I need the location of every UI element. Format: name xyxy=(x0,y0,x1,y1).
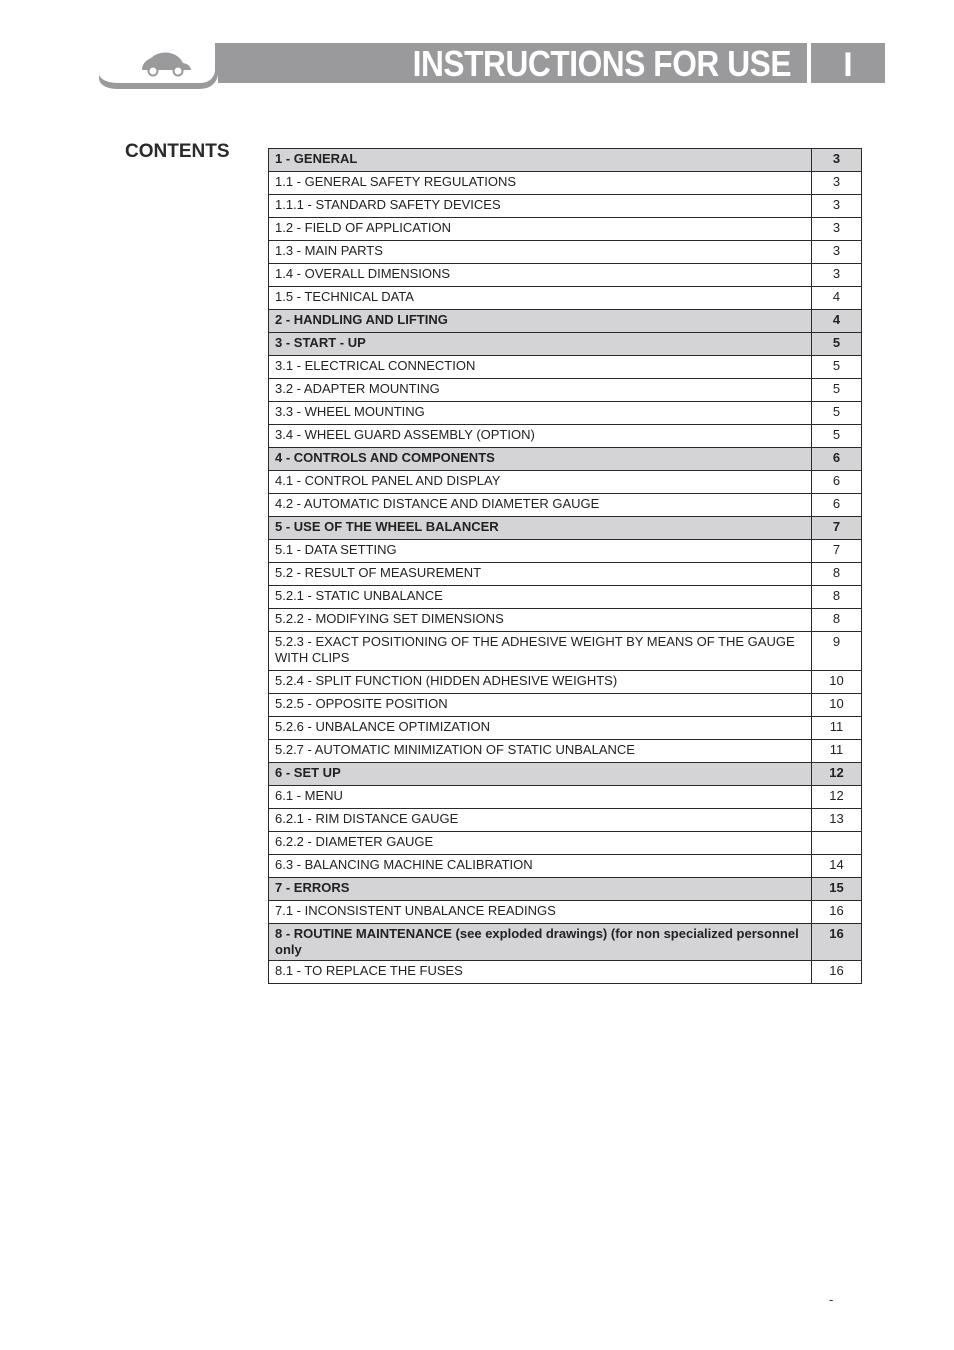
toc-entry-label: 6 - SET UP xyxy=(269,763,812,786)
toc-entry-page: 6 xyxy=(812,494,862,517)
toc-entry-label: 7 - ERRORS xyxy=(269,878,812,901)
header-logo xyxy=(99,43,219,90)
toc-entry-page: 16 xyxy=(812,924,862,961)
toc-row xyxy=(269,717,862,740)
toc-entry-label: 1.3 - MAIN PARTS xyxy=(269,241,812,264)
toc-entry-label: 1.1.1 - STANDARD SAFETY DEVICES xyxy=(269,195,812,218)
toc-section-row xyxy=(269,878,862,901)
toc-entry-page: 3 xyxy=(812,264,862,287)
toc-entry-label: 1.1 - GENERAL SAFETY REGULATIONS xyxy=(269,172,812,195)
toc-entry-page: 8 xyxy=(812,586,862,609)
car-icon xyxy=(99,43,219,90)
toc-entry-page: 6 xyxy=(812,471,862,494)
toc-entry-page: 3 xyxy=(812,195,862,218)
toc-row xyxy=(269,494,862,517)
toc-entry-page: 10 xyxy=(812,671,862,694)
toc-entry-label: 3.3 - WHEEL MOUNTING xyxy=(269,402,812,425)
toc-entry-page: 10 xyxy=(812,694,862,717)
toc-section-row xyxy=(269,517,862,540)
toc-section-row xyxy=(269,448,862,471)
toc-entry-label: 8 - ROUTINE MAINTENANCE (see exploded drawings) (for non specialized personnel only xyxy=(269,924,812,961)
toc-entry-page: 12 xyxy=(812,786,862,809)
toc-entry-label: 3 - START - UP xyxy=(269,333,812,356)
toc-row xyxy=(269,425,862,448)
toc-entry-label: 5 - USE OF THE WHEEL BALANCER xyxy=(269,517,812,540)
toc-row xyxy=(269,586,862,609)
toc-entry-page: 7 xyxy=(812,517,862,540)
toc-row xyxy=(269,786,862,809)
toc-entry-page xyxy=(812,832,862,855)
page-number: - xyxy=(829,1292,834,1307)
toc-section-row xyxy=(269,763,862,786)
toc-entry-page: 5 xyxy=(812,425,862,448)
toc-row xyxy=(269,195,862,218)
toc-entry-label: 7.1 - INCONSISTENT UNBALANCE READINGS xyxy=(269,901,812,924)
toc-entry-label: 3.1 - ELECTRICAL CONNECTION xyxy=(269,356,812,379)
toc-entry-page: 3 xyxy=(812,149,862,172)
toc-entry-page: 3 xyxy=(812,172,862,195)
toc-row xyxy=(269,241,862,264)
toc-entry-page: 15 xyxy=(812,878,862,901)
contents-table xyxy=(268,148,862,984)
header-bar xyxy=(218,43,807,83)
toc-entry-label: 5.2.5 - OPPOSITE POSITION xyxy=(269,694,812,717)
toc-entry-label: 5.2.6 - UNBALANCE OPTIMIZATION xyxy=(269,717,812,740)
toc-entry-page: 6 xyxy=(812,448,862,471)
toc-section-row xyxy=(269,149,862,172)
toc-entry-page: 5 xyxy=(812,379,862,402)
toc-entry-label: 2 - HANDLING AND LIFTING xyxy=(269,310,812,333)
toc-entry-label: 6.2.1 - RIM DISTANCE GAUGE xyxy=(269,809,812,832)
toc-entry-label: 4.1 - CONTROL PANEL AND DISPLAY xyxy=(269,471,812,494)
language-badge: I xyxy=(811,43,885,83)
toc-row xyxy=(269,961,862,984)
toc-entry-page: 5 xyxy=(812,402,862,425)
toc-entry-page: 3 xyxy=(812,241,862,264)
toc-entry-label: 1 - GENERAL xyxy=(269,149,812,172)
toc-row xyxy=(269,740,862,763)
toc-row xyxy=(269,809,862,832)
toc-entry-page: 16 xyxy=(812,961,862,984)
toc-entry-page: 8 xyxy=(812,563,862,586)
toc-row xyxy=(269,264,862,287)
toc-entry-page: 12 xyxy=(812,763,862,786)
toc-entry-label: 5.1 - DATA SETTING xyxy=(269,540,812,563)
toc-section-row xyxy=(269,310,862,333)
toc-entry-label: 1.5 - TECHNICAL DATA xyxy=(269,287,812,310)
toc-row xyxy=(269,218,862,241)
toc-entry-page: 5 xyxy=(812,356,862,379)
toc-entry-page: 11 xyxy=(812,740,862,763)
toc-entry-label: 4 - CONTROLS AND COMPONENTS xyxy=(269,448,812,471)
toc-row xyxy=(269,671,862,694)
toc-row xyxy=(269,172,862,195)
contents-heading: CONTENTS xyxy=(125,141,230,162)
toc-entry-label: 5.2.2 - MODIFYING SET DIMENSIONS xyxy=(269,609,812,632)
toc-entry-label: 8.1 - TO REPLACE THE FUSES xyxy=(269,961,812,984)
toc-entry-page: 14 xyxy=(812,855,862,878)
toc-entry-label: 5.2.7 - AUTOMATIC MINIMIZATION OF STATIC UNBALANCE xyxy=(269,740,812,763)
toc-row xyxy=(269,471,862,494)
toc-entry-label: 5.2 - RESULT OF MEASUREMENT xyxy=(269,563,812,586)
toc-entry-label: 4.2 - AUTOMATIC DISTANCE AND DIAMETER GAUGE xyxy=(269,494,812,517)
toc-row xyxy=(269,379,862,402)
toc-row xyxy=(269,609,862,632)
toc-entry-label: 5.2.1 - STATIC UNBALANCE xyxy=(269,586,812,609)
toc-row xyxy=(269,287,862,310)
header-title: INSTRUCTIONS FOR USE xyxy=(412,43,791,84)
toc-row xyxy=(269,563,862,586)
toc-entry-page: 3 xyxy=(812,218,862,241)
toc-section-row xyxy=(269,333,862,356)
toc-entry-label: 6.1 - MENU xyxy=(269,786,812,809)
toc-row xyxy=(269,540,862,563)
toc-entry-label: 1.4 - OVERALL DIMENSIONS xyxy=(269,264,812,287)
toc-entry-page: 11 xyxy=(812,717,862,740)
toc-row xyxy=(269,402,862,425)
toc-entry-label: 6.3 - BALANCING MACHINE CALIBRATION xyxy=(269,855,812,878)
toc-row xyxy=(269,356,862,379)
toc-row xyxy=(269,901,862,924)
toc-row xyxy=(269,832,862,855)
toc-row xyxy=(269,694,862,717)
toc-entry-page: 4 xyxy=(812,310,862,333)
toc-entry-label: 5.2.3 - EXACT POSITIONING OF THE ADHESIVE WEIGHT BY MEANS OF THE GAUGE WITH CLIPS xyxy=(269,632,812,671)
toc-row xyxy=(269,855,862,878)
toc-entry-page: 4 xyxy=(812,287,862,310)
toc-entry-label: 6.2.2 - DIAMETER GAUGE xyxy=(269,832,812,855)
toc-entry-label: 3.2 - ADAPTER MOUNTING xyxy=(269,379,812,402)
toc-section-row xyxy=(269,924,862,961)
toc-entry-label: 1.2 - FIELD OF APPLICATION xyxy=(269,218,812,241)
toc-row xyxy=(269,632,862,671)
toc-entry-page: 13 xyxy=(812,809,862,832)
toc-entry-page: 16 xyxy=(812,901,862,924)
toc-entry-label: 3.4 - WHEEL GUARD ASSEMBLY (OPTION) xyxy=(269,425,812,448)
toc-entry-page: 7 xyxy=(812,540,862,563)
toc-entry-page: 5 xyxy=(812,333,862,356)
toc-entry-page: 9 xyxy=(812,632,862,671)
toc-entry-label: 5.2.4 - SPLIT FUNCTION (HIDDEN ADHESIVE WEIGHTS) xyxy=(269,671,812,694)
toc-entry-page: 8 xyxy=(812,609,862,632)
